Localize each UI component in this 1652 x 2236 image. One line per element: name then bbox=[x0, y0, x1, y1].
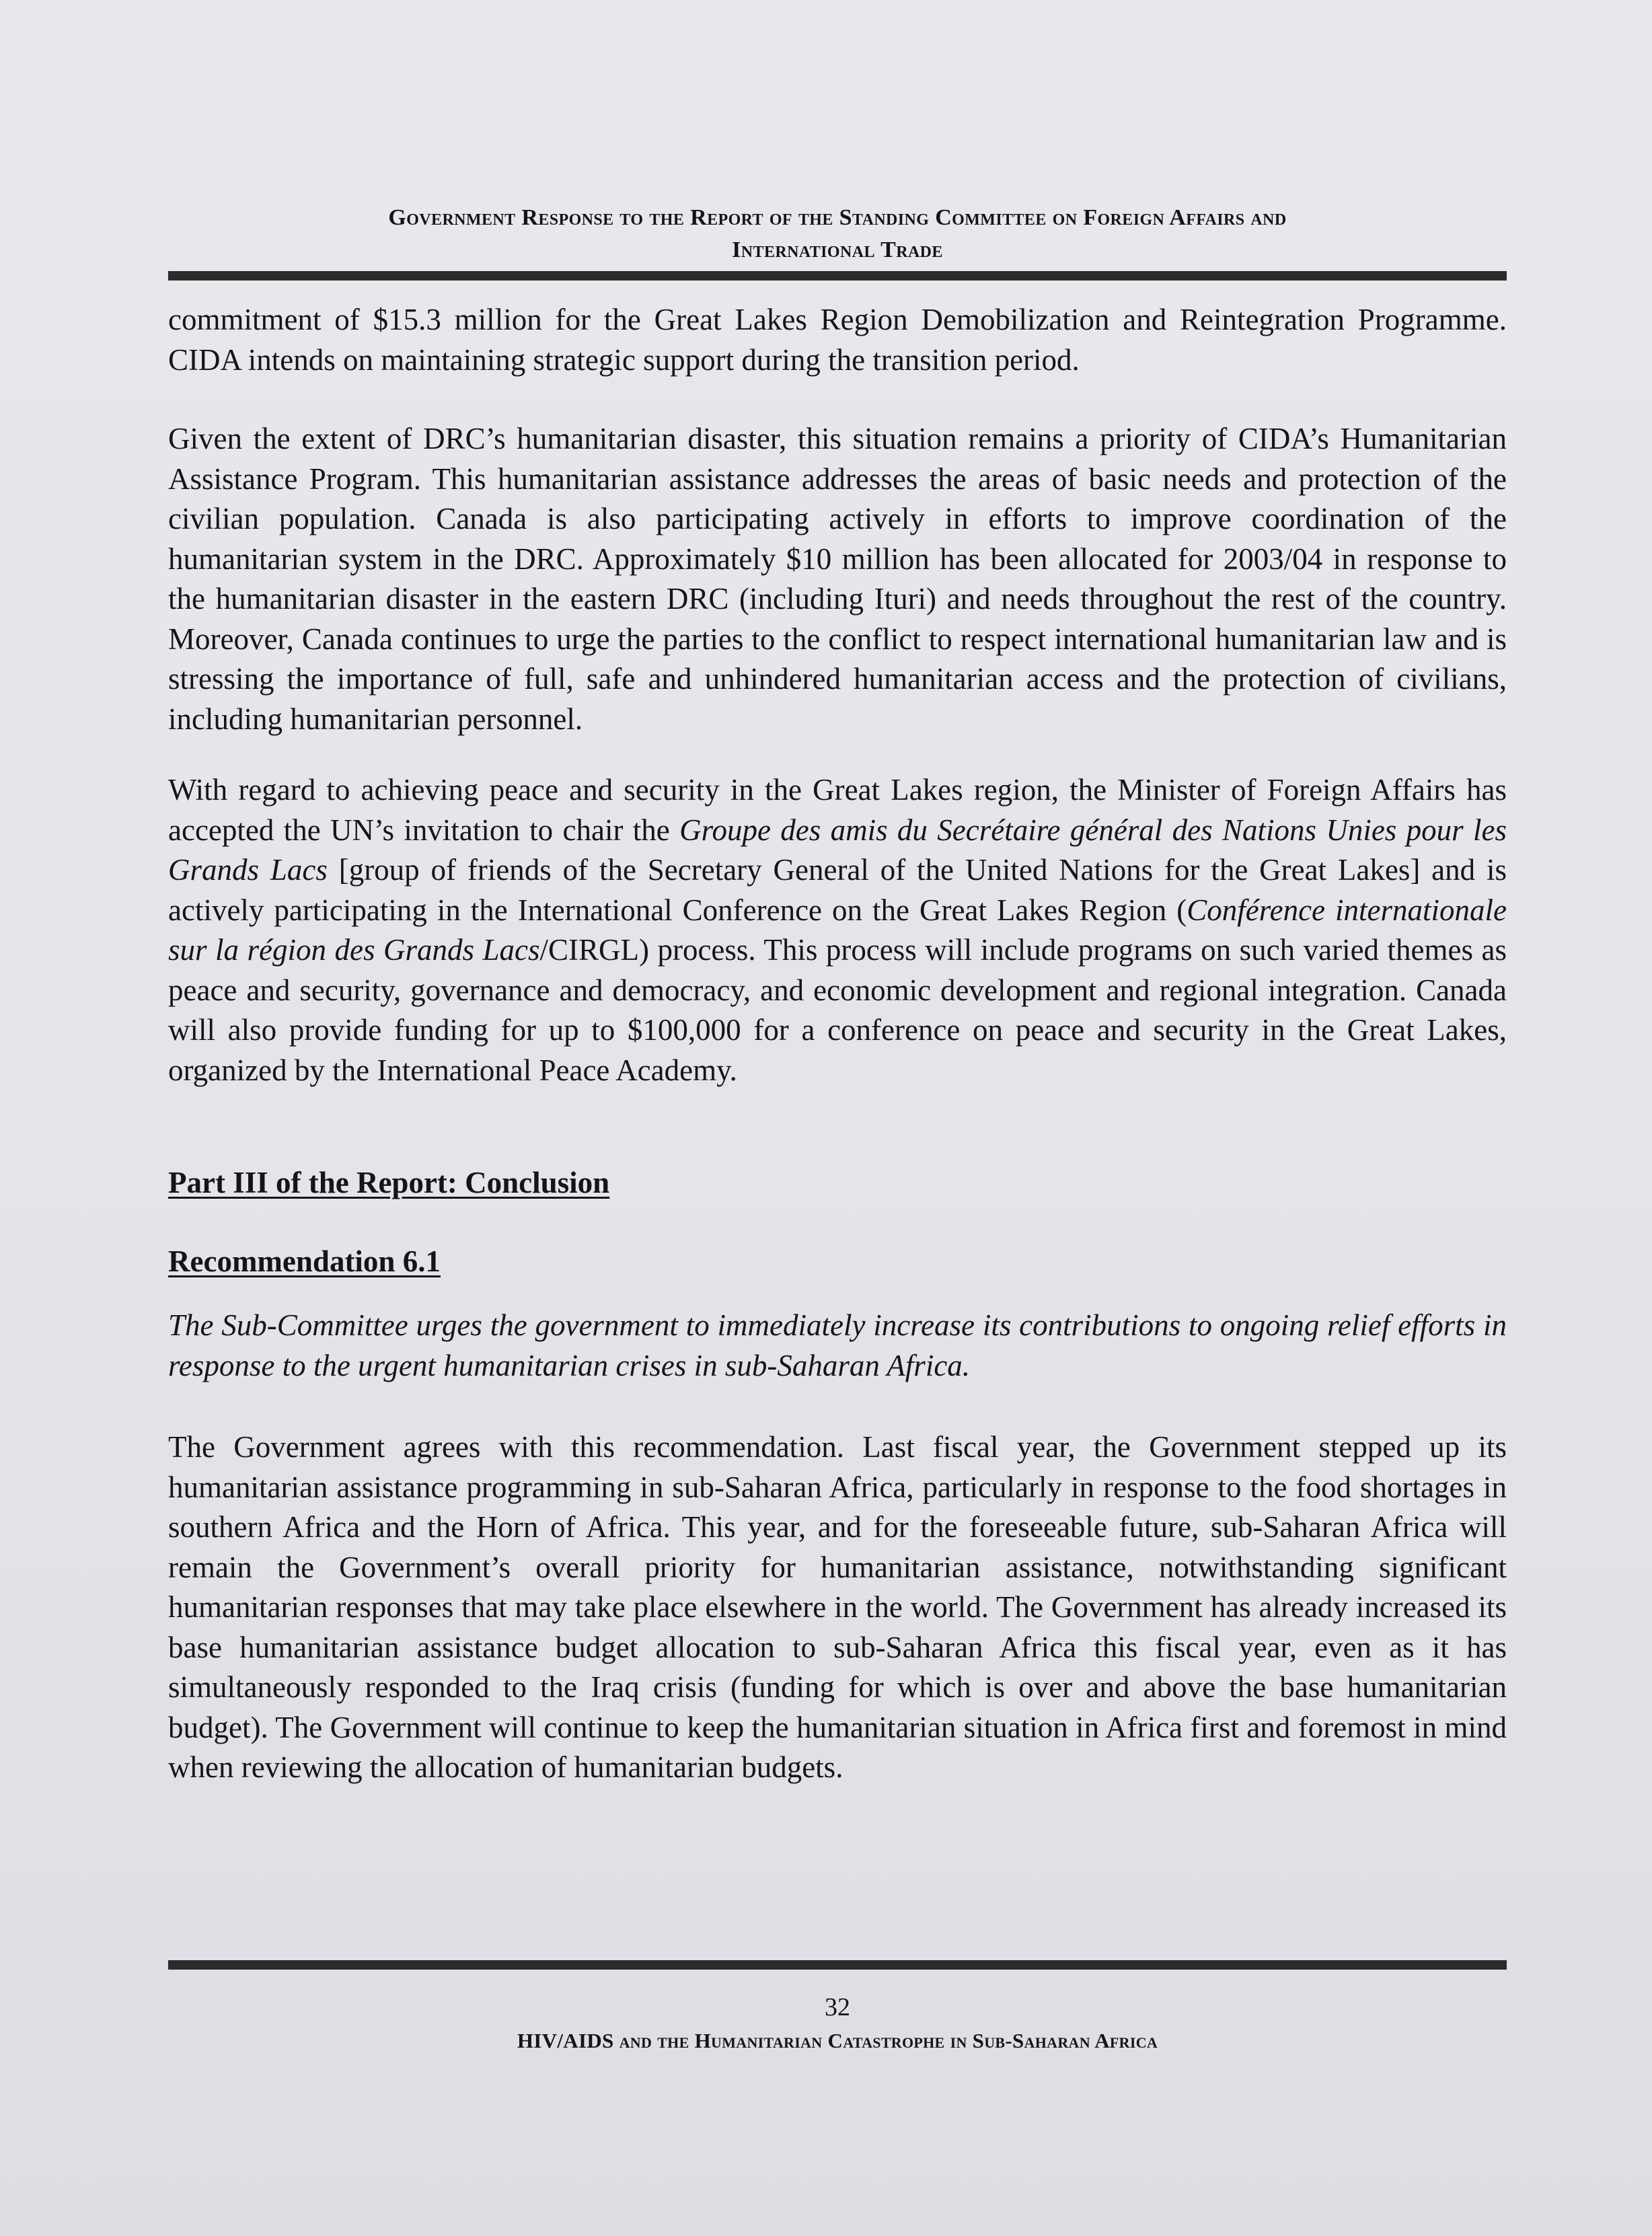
running-header bbox=[168, 202, 1507, 266]
paragraph-text: [group of friends of the Secretary General of the United Nations for the Great Lakes] and is actively participating in the International Conference on the Great Lakes Region ( bbox=[168, 853, 1507, 927]
recommendation-heading: Recommendation 6.1 bbox=[168, 1244, 441, 1278]
header-line-1: Government Response to the Report of the Standing Committee on Foreign Affairs and bbox=[388, 205, 1287, 230]
italic-french-title: Groupe des amis du Secrétaire général des Nations Unies pour les Grands Lacs bbox=[168, 813, 1507, 887]
italic-french-title: Conférence internationale sur la région des Grands Lacs bbox=[168, 893, 1507, 967]
paragraph-cida-commitment: commitment of $15.3 million for the Great Lakes Region Demobilization and Reintegration Programme. CIDA intends on maintaining strategic support during the transition period. bbox=[168, 303, 1507, 377]
running-footer: HIV/AIDS and the Humanitarian Catastrophe in Sub-Saharan Africa bbox=[517, 2029, 1158, 2052]
paragraph-great-lakes-peace bbox=[168, 770, 1507, 1090]
recommendation-text: The Sub-Committee urges the government to immediately increase its contributions to ongoing relief efforts in response to the urgent humanitarian crises in sub-Saharan Africa. bbox=[168, 1308, 1507, 1382]
header-rule bbox=[168, 271, 1507, 281]
header-line-2: International Trade bbox=[732, 237, 943, 262]
footer-rule bbox=[168, 1960, 1507, 1970]
paragraph-humanitarian-disaster: Given the extent of DRC’s humanitarian disaster, this situation remains a priority of CIDA’s Humanitarian Assistance Program. This humanitarian assistance addresses the areas of basic needs and protection of the civilian population. Canada is also participating actively in efforts to improve coordination of the humanitarian system in the DRC. Approximately $10 million has been allocated for 2003/04 in response to the humanitarian disaster in the eastern DRC (including Ituri) and needs throughout the rest of the country. Moreover, Canada continues to urge the parties to the conflict to respect international humanitarian law and is stressing the importance of full, safe and unhindered humanitarian access and the protection of civilians, including humanitarian personnel. bbox=[168, 422, 1507, 736]
page-body bbox=[168, 300, 1507, 1788]
paragraph-government-response: The Government agrees with this recommendation. Last fiscal year, the Government stepped up its humanitarian assistance programming in sub-Saharan Africa, particularly in response to the food shortages in southern Africa and the Horn of Africa. This year, and for the foreseeable future, sub-Saharan Africa will remain the Government’s overall priority for humanitarian assistance, notwithstanding significant humanitarian responses that may take place elsewhere in the world. The Government has already increased its base humanitarian assistance budget allocation to sub-Saharan Africa this fiscal year, even as it has simultaneously responded to the Iraq crisis (funding for which is over and above the base humanitarian budget). The Government will continue to keep the humanitarian situation in Africa first and foremost in mind when reviewing the allocation of humanitarian budgets. bbox=[168, 1430, 1507, 1784]
section-heading-conclusion: Part III of the Report: Conclusion bbox=[168, 1166, 610, 1199]
paragraph-text: With regard to achieving peace and security in the Great Lakes region, the Minister of Foreign Affairs has accepted the UN’s invitation to chair the bbox=[168, 773, 1507, 847]
page-number: 32 bbox=[825, 1993, 850, 2021]
paragraph-text: /CIRGL) process. This process will include programs on such varied themes as peace and security, governance and democracy, and economic development and regional integration. Canada will also provide funding for up to $100,000 for a conference on peace and security in the Great Lakes, organized by the International Peace Academy. bbox=[168, 933, 1507, 1087]
